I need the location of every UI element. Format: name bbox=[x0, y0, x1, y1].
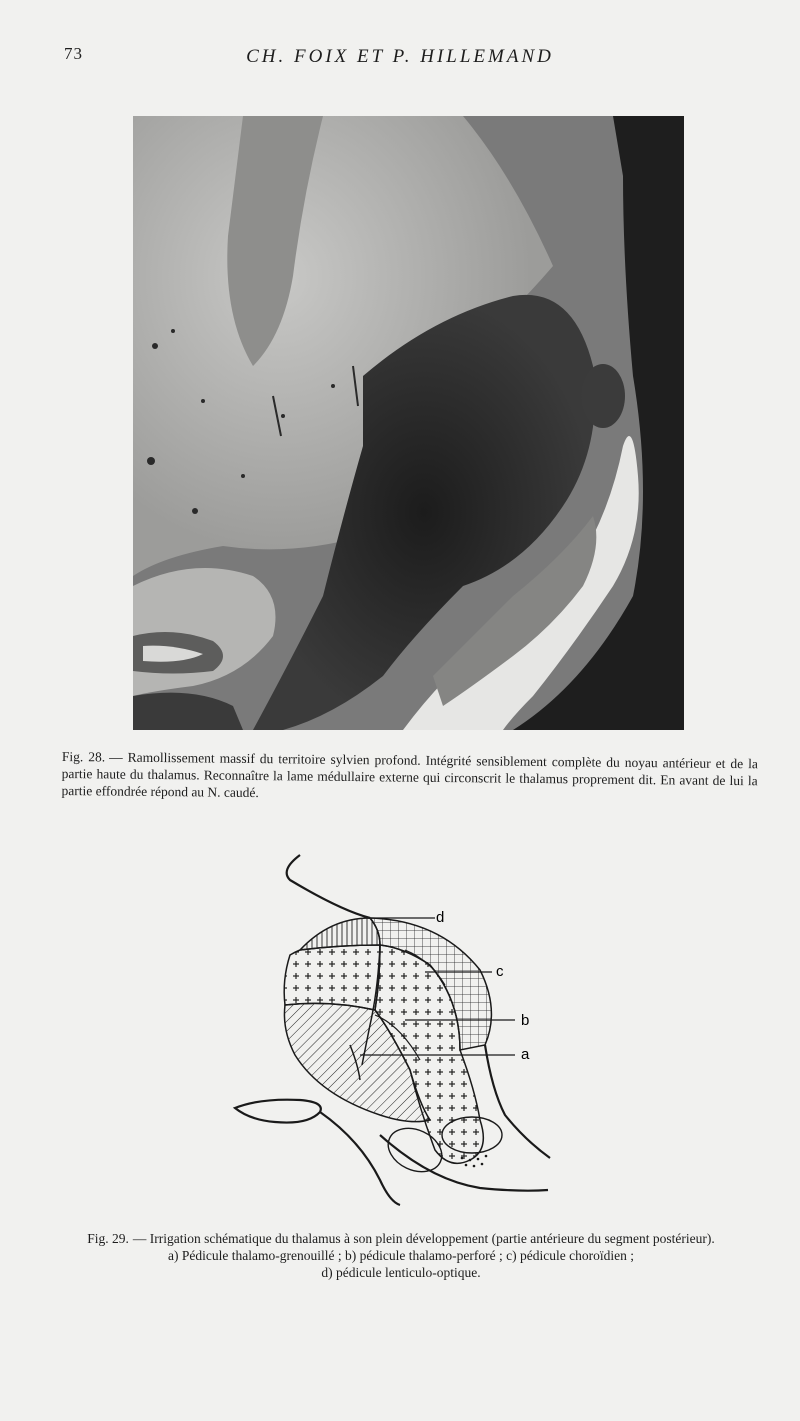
figure-29-caption-line-3: d) pédicule lenticulo-optique. bbox=[321, 1265, 481, 1280]
running-head: CH. FOIX ET P. HILLEMAND bbox=[246, 46, 554, 67]
diagram-label-d: d bbox=[436, 909, 445, 926]
figure-28-label: Fig. 28. bbox=[61, 748, 106, 765]
figure-29-diagram bbox=[230, 850, 560, 1210]
figure-29-label: Fig. 29. bbox=[87, 1231, 129, 1246]
page-number: 73 bbox=[64, 44, 83, 63]
figure-28-photo bbox=[133, 116, 684, 730]
figure-29-caption-text: — Irrigation schématique du thalamus à son plein développement (partie antérieure du segment postérieur). bbox=[132, 1231, 715, 1246]
figure-29-caption bbox=[46, 1230, 756, 1281]
figure-29-caption-line-2: a) Pédicule thalamo-grenouillé ; b) pédicule thalamo-perforé ; c) pédicule choroïdien ; bbox=[168, 1248, 634, 1263]
diagram-label-b: b bbox=[521, 1012, 530, 1029]
brain-section-image bbox=[133, 116, 684, 730]
diagram-label-a: a bbox=[521, 1046, 530, 1063]
diagram-label-c: c bbox=[496, 963, 504, 980]
figure-28-caption bbox=[61, 748, 757, 806]
figure-28-caption-text: — Ramollissement massif du territoire sylvien profond. Intégrité sensiblement complète du noyau antérieur et de la partie haute du thalamus. Reconnaître la lame médullaire externe qui circonscrit le thalamus proprement dit. En avant de lui la partie effondrée répond au N. caudé. bbox=[61, 749, 758, 801]
figure-29-caption-line-1 bbox=[46, 1230, 756, 1247]
